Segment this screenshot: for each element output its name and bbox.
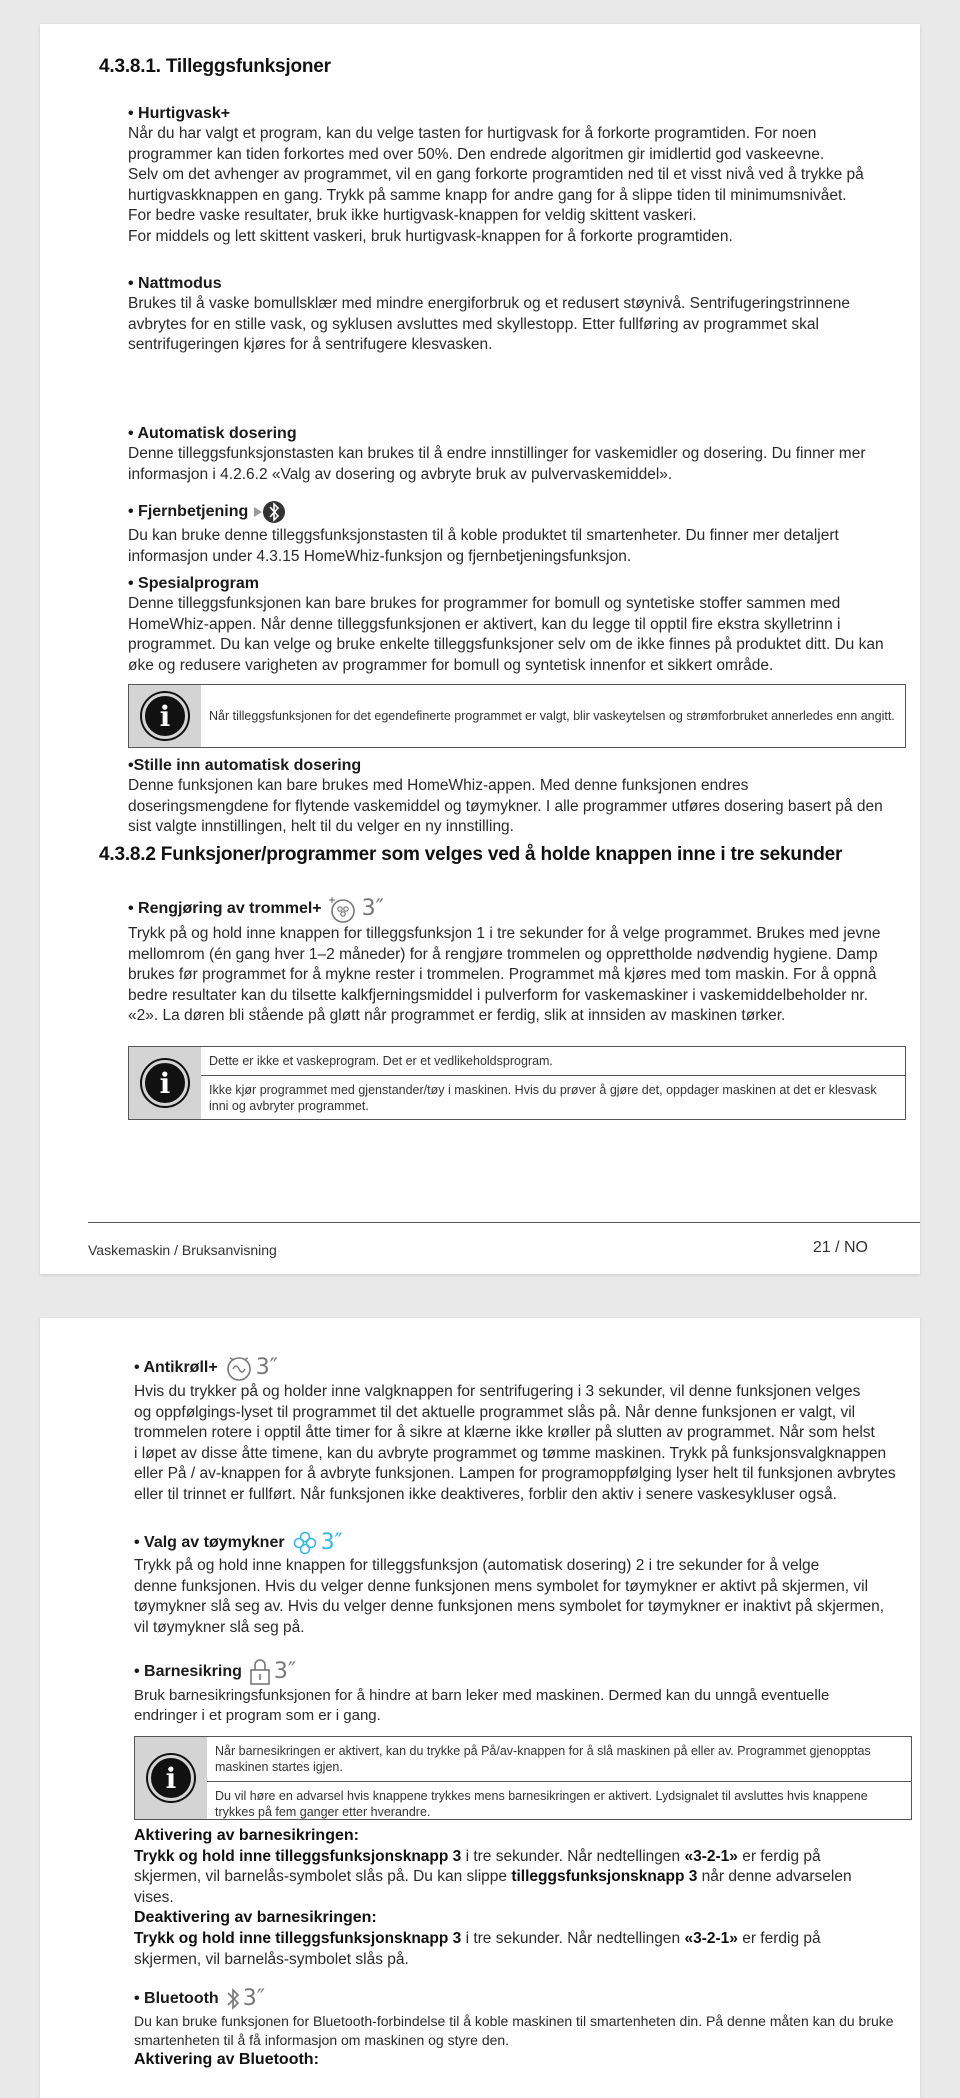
- child-lock-activation: Aktivering av barnesikringen: Trykk og hold inne tilleggsfunksjonsknapp 3 i tre sekunder. Når nedtellingen «3-2-1» er ferdig på skjermen, vil barnelås-symbolet slås på. Du kan slippe tilleggsfunksjonsknapp 3 når denne advarselen vises. Deaktivering av barnesikringen: Trykk og hold inne tilleggsfunksjonsknapp 3 i tre sekunder. Når nedtellingen «3-2-1» er ferdig på skjermen, vil barnelås-symbolet slås på.: [134, 1826, 914, 1970]
- item-title: • Valg av tøymykner 3″: [134, 1530, 914, 1556]
- item-body: Trykk på og hold inne knappen for tilleggsfunksjon (automatisk dosering) 2 i tre sekunder for å velge denne funksjonen. Hvis du velger denne funksjonen mens symbolet for tøymykner er aktivt på skjermen, vil tøymykner slå seg av. Hvis du velger denne funksjonen mens symbolet for tøymykner er inaktivt på skjermen, vil tøymykner slå seg på.: [134, 1557, 885, 1636]
- info-icon: i: [135, 1737, 207, 1819]
- item-fjernbetjening: [128, 498, 908, 567]
- item-title: • Rengjøring av trommel+ 3″: [128, 894, 908, 924]
- item-body: Denne tilleggsfunksjonen kan bare brukes for programmer for bomull og syntetiske stoffer sammen med HomeWhiz-appen. Når denne tilleggsfunksjonen er aktivert, kan du legge til opptil fire ekstra skylletrinn i programmet. Du kan velge og bruke enkelte tilleggsfunksjoner selv om de ikke finnes på produktet ditt. Du kan øke og redusere varigheten av programmer for bomull og syntetisk innenfor et sikkert område.: [128, 595, 884, 674]
- item-hurtigvask: [128, 104, 908, 248]
- remote-control-icon: [254, 498, 285, 526]
- section-title-4381: 4.3.8.1. Tilleggsfunksjoner: [99, 56, 331, 77]
- manual-page-21: [40, 24, 920, 1274]
- item-body: Denne funksjonen kan bare brukes med HomeWhiz-appen. Med denne funksjonen endres doseringsmengdene for flytende vaskemiddel og tøymykner. I alle programmer utføres dosering basert på den sist valgte innstillingen, helt til du velger en ny innstilling.: [128, 777, 883, 836]
- item-body: Denne tilleggsfunksjonstasten kan brukes til å endre innstillinger for vaskemidler og dosering. Du finner mer informasjon i 4.2.6.2 «Valg av dosering og avbryte bruk av pulvervaskemiddel».: [128, 445, 866, 483]
- section-title-4382: 4.3.8.2 Funksjoner/programmer som velges ved å holde knappen inne i tre sekunder: [99, 844, 843, 865]
- item-title: • Nattmodus: [128, 274, 908, 294]
- item-title: • Spesialprogram: [128, 574, 908, 594]
- item-automatisk-dosering: [128, 424, 908, 485]
- item-body: Bruk barnesikringsfunksjonen for å hindre at barn leker med maskinen. Dermed kan du unngå eventuelle endringer i et program som er i gang.: [134, 1687, 830, 1724]
- manual-page-22: [40, 1318, 920, 2098]
- item-nattmodus: [128, 274, 908, 356]
- bluetooth-icon: 3″: [225, 1986, 265, 2012]
- drum-clean-icon: 3″: [328, 894, 384, 924]
- info-note-barnesikring: i Når barnesikringen er aktivert, kan du trykke på På/av-knappen for å slå maskinen på eller av. Programmet gjenopptas maskinen startes igjen. Du vil høre en advarsel hvis knappene trykkes mens barnesikringen er aktivert. Lydsignalet til avsluttes hvis knappene trykkes på fem ganger etter hverandre.: [134, 1736, 912, 1820]
- item-title: • Bluetooth 3″: [134, 1986, 914, 2012]
- item-spesialprogram: [128, 574, 908, 676]
- bluetooth-activation-title: Aktivering av Bluetooth:: [134, 2051, 319, 2068]
- item-body: Du kan bruke funksjonen for Bluetooth-forbindelse til å koble maskinen til smartenheten din. På denne måten kan du bruke smartenheten til å få informasjon om maskinen og styre den.: [134, 2013, 894, 2048]
- softener-icon: 3″: [291, 1530, 343, 1556]
- item-title: • Automatisk dosering: [128, 424, 908, 444]
- item-body: Trykk på og hold inne knappen for tilleggsfunksjon 1 i tre sekunder for å velge programmet. Brukes med jevne mellomrom (én gang hver 1–2 måneder) for å rengjøre trommelen og opprettholde nødvendig hygiene. Damp brukes før programmet for å mykne rester i trommelen. Programmet må kjøres med tom maskin. For å oppnå bedre resultater kan du tilsette kalkfjerningsmiddel i pulverform for vaskemaskiner i vaskemiddelbeholder nr. «2». La døren bli stående på gløtt når programmet er ferdig, slik at innsiden av maskinen tørker.: [128, 925, 881, 1025]
- activation-title: Aktivering av barnesikringen:: [134, 1827, 359, 1844]
- anti-crease-icon: 3″: [224, 1354, 278, 1382]
- info-note-rengjoring: i Dette er ikke et vaskeprogram. Det er et vedlikeholdsprogram. Ikke kjør programmet med gjenstander/tøy i maskinen. Hvis du prøver å gjøre det, oppdager maskinen at det er klesvask inni og avbryter programmet.: [128, 1046, 906, 1120]
- item-title: • Barnesikring 3″: [134, 1658, 914, 1686]
- footer-page-number: 21 / NO: [812, 1239, 868, 1256]
- item-rengjoring-trommel: [128, 894, 908, 1027]
- item-body: Når du har valgt et program, kan du velge tasten for hurtigvask for å forkorte programtiden. For noen programmer kan tiden forkortes med over 50%. Den endrede algoritmen gir imidlertid god vaskeevne. Selv om det avhenger av programmet, vil en gang forkorte programtiden ned til et visst nivå ved å trykke på hurtigvaskknappen en gang. Trykk på samme knapp for andre gang for å slippe tiden til minimumsnivået. For bedre vaske resultater, bruk ikke hurtigvask-knappen for veldig skittent vaskeri. For middels og lett skittent vaskeri, bruk hurtigvask-knappen for å forkorte programtiden.: [128, 125, 864, 245]
- info-note-spesialprogram: i Når tilleggsfunksjonen for det egendefinerte programmet er valgt, blir vaskeytelsen og strømforbruket annerledes enn angitt.: [128, 684, 906, 748]
- item-body: Hvis du trykker på og holder inne valgknappen for sentrifugering i 3 sekunder, vil denne funksjonen velges og oppfølgings-lyset til programmet til det aktuelle programmet slås på. Når denne funksjonen er valgt, vil trommelen rotere i opptil åtte timer for å sikre at klærne ikke krøller på slutten av programmet. Når som helst i løpet av disse åtte timene, kan du avbryte programmet og tømme maskinen. Trykk på funksjonsvalgknappen eller På / av-knappen for å avbryte funksjonen. Lampen for programoppfølging lyser helt til funksjonen avbrytes eller til trinnet er fullført. Når funksjonen ikke deaktiveres, forblir den aktiv i senere vaskesykluser også.: [134, 1383, 896, 1503]
- item-barnesikring: [134, 1658, 914, 1726]
- item-antikroll: [134, 1354, 914, 1506]
- item-bluetooth: [134, 1986, 914, 2071]
- footer-doc-title: Vaskemaskin / Bruksanvisning: [88, 1242, 277, 1258]
- deactivation-title: Deaktivering av barnesikringen:: [134, 1909, 377, 1927]
- item-body: Brukes til å vaske bomullsklær med mindre energiforbruk og et redusert støynivå. Sentrifugeringstrinnene avbrytes for en stille vask, og syklusen avsluttes med skyllestopp. Etter fullføring av programmet skal sentrifugeringen kjøres for å sentrifugere klesvasken.: [128, 295, 850, 354]
- child-lock-icon: 3″: [248, 1658, 296, 1686]
- item-toymykner: [134, 1530, 914, 1638]
- item-title: • Antikrøll+ 3″: [134, 1354, 914, 1382]
- item-title: • Fjernbetjening: [128, 498, 908, 526]
- item-stille-inn-dosering: [128, 756, 908, 838]
- info-icon: i: [129, 685, 201, 747]
- footer-divider: [88, 1222, 920, 1223]
- item-body: Du kan bruke denne tilleggsfunksjonstasten til å koble produktet til smartenheter. Du finner mer detaljert informasjon under 4.3.15 HomeWhiz-funksjon og fjernbetjeningsfunksjon.: [128, 527, 839, 565]
- item-title: • Stille inn automatisk dosering: [128, 756, 908, 776]
- item-title: • Hurtigvask+: [128, 104, 908, 124]
- info-icon: i: [129, 1047, 201, 1119]
